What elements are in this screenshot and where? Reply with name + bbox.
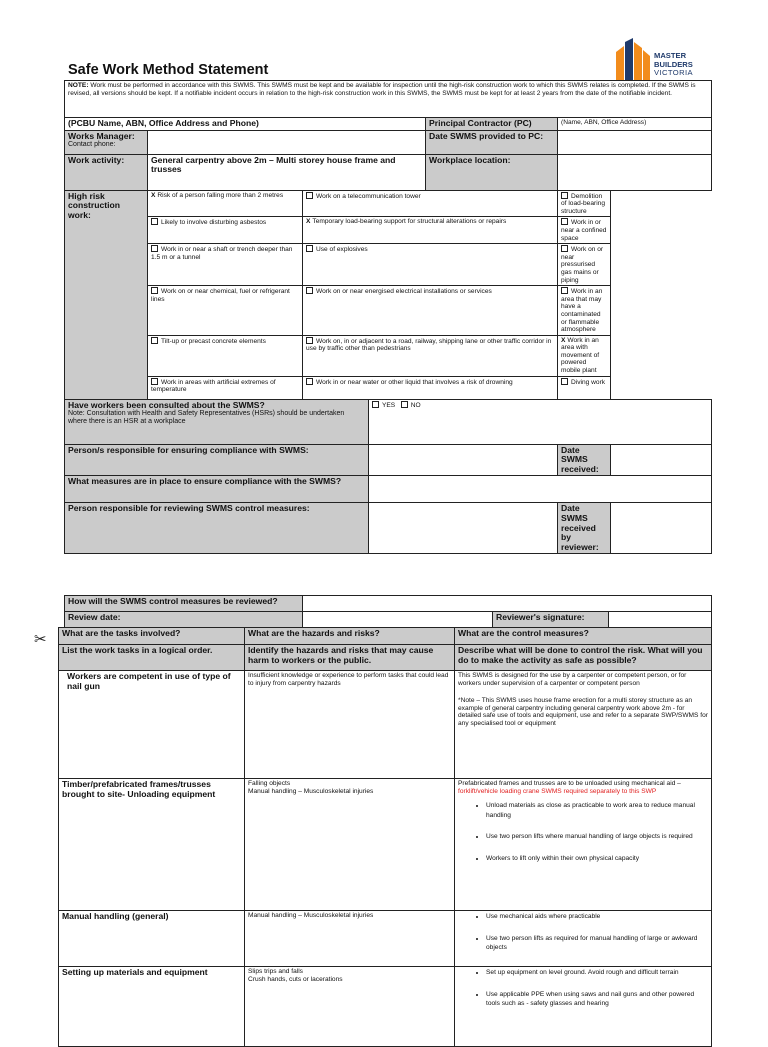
- task-cell: Workers are competent in use of type of nail gun: [59, 671, 245, 779]
- checked-mark: X: [561, 336, 566, 344]
- date-received-reviewer-label: Date SWMS received by reviewer:: [558, 503, 611, 554]
- workplace-location-field[interactable]: [558, 154, 712, 190]
- how-reviewed-field[interactable]: [303, 596, 712, 612]
- control-cell: [455, 911, 712, 967]
- high-risk-option[interactable]: [148, 286, 303, 336]
- checkbox[interactable]: [151, 218, 158, 225]
- swms-header-form: [64, 80, 712, 554]
- review-date-field[interactable]: [303, 612, 493, 628]
- high-risk-option-label: Work on, in or adjacent to a road, railway, shipping lane or other traffic corridor in use by traffic other than pedestrians: [306, 337, 552, 353]
- no-checkbox[interactable]: [401, 401, 408, 408]
- hazard-cell: Insufficient knowledge or experience to perform tasks that could lead to injury from carpentry hazards: [245, 671, 455, 779]
- date-swms-pc-label: Date SWMS provided to PC:: [426, 130, 558, 154]
- high-risk-option[interactable]: [303, 335, 558, 376]
- col-controls-header: What are the control measures?: [455, 628, 712, 645]
- note-cell: NOTE: Work must be performed in accordance with this SWMS. This SWMS must be kept and be available for inspection until the high-risk construction work to which this SWMS relates is completed. If the SWMS is revised, all versions should be kept. If a notifiable incident occurs in relation to the high-risk construction work in this SWMS, the SWMS must be kept for at least 2 years from the date of the notifiable incident.: [65, 81, 712, 118]
- sub-controls-header: Describe what will be done to control the risk. What will you do to make the activity as safe as possible?: [455, 645, 712, 671]
- high-risk-option-label: Likely to involve disturbing asbestos: [161, 219, 267, 227]
- list-item: • Use mechanical aids where practicable: [486, 912, 708, 922]
- checkbox[interactable]: [151, 337, 158, 344]
- high-risk-option-label: Temporary load-bearing support for structural alterations or repairs: [312, 218, 507, 226]
- high-risk-row: [65, 217, 712, 244]
- high-risk-option[interactable]: [558, 190, 611, 217]
- reviewer-field[interactable]: [369, 503, 558, 554]
- review-date-label: Review date:: [65, 612, 303, 628]
- high-risk-option-label: Work on or near pressurised gas mains or piping: [561, 246, 604, 284]
- measures-label: What measures are in place to ensure compliance with the SWMS?: [65, 476, 369, 503]
- works-manager-label-cell: Works Manager: Contact phone:: [65, 130, 148, 154]
- hazard-cell: Manual handling – Musculoskeletal injuries: [245, 911, 455, 967]
- date-received-label: Date SWMS received:: [558, 444, 611, 476]
- logo-wordmark: MASTER BUILDERS VICTORIA: [654, 51, 693, 78]
- reviewer-signature-field[interactable]: [609, 612, 712, 628]
- persons-responsible-label: Person/s responsible for ensuring compliance with SWMS:: [65, 444, 369, 476]
- sub-tasks-header: List the work tasks in a logical order.: [59, 645, 245, 671]
- table-row: [59, 779, 712, 911]
- works-manager-field[interactable]: [148, 130, 426, 154]
- high-risk-option[interactable]: [148, 244, 303, 286]
- high-risk-option-label: Work on or near chemical, fuel or refrigerant lines: [151, 288, 290, 303]
- high-risk-option-label: Work in an area that may have a contaminated or flammable atmosphere: [561, 288, 603, 334]
- checkbox[interactable]: [561, 287, 568, 294]
- high-risk-option[interactable]: [558, 217, 611, 244]
- checkbox[interactable]: [306, 245, 313, 252]
- checkbox[interactable]: [561, 218, 568, 225]
- high-risk-option-label: Use of explosives: [316, 246, 368, 254]
- work-activity-label: Work activity:: [65, 154, 148, 190]
- high-risk-option[interactable]: [303, 190, 558, 217]
- high-risk-option-label: Tilt-up or precast concrete elements: [161, 337, 266, 345]
- workplace-location-label: Workplace location:: [426, 154, 558, 190]
- high-risk-option[interactable]: [148, 217, 303, 244]
- high-risk-row: [65, 335, 712, 376]
- high-risk-option[interactable]: [558, 335, 611, 376]
- checkbox[interactable]: [306, 287, 313, 294]
- checkbox[interactable]: [151, 378, 158, 385]
- consulted-options: YES NO: [369, 399, 712, 444]
- swms-review-table: [64, 595, 712, 628]
- reviewer-signature-label: Reviewer's signature:: [493, 612, 609, 628]
- pc-label: Principal Contractor (PC): [426, 118, 558, 131]
- high-risk-option[interactable]: [303, 286, 558, 336]
- list-item: • Use two person lifts as required for manual handling of large or awkward objects: [486, 934, 708, 953]
- high-risk-option[interactable]: [558, 244, 611, 286]
- high-risk-option-label: Work in or near a shaft or trench deeper than 1.5 m or a tunnel: [151, 246, 293, 261]
- sub-hazards-header: Identify the hazards and risks that may cause harm to workers or the public.: [245, 645, 455, 671]
- col-hazards-header: What are the hazards and risks?: [245, 628, 455, 645]
- checkbox[interactable]: [561, 245, 568, 252]
- list-item: • Use two person lifts where manual handling of large objects is required: [486, 832, 708, 842]
- table-row: [59, 671, 712, 779]
- high-risk-option-label: Work in or near a confined space: [561, 219, 607, 242]
- high-risk-work-rows: [65, 190, 712, 399]
- checkbox[interactable]: [151, 245, 158, 252]
- yes-checkbox[interactable]: [372, 401, 379, 408]
- high-risk-option-label: Work on or near energised electrical installations or services: [316, 288, 492, 296]
- high-risk-row: [65, 190, 712, 217]
- checked-mark: X: [306, 218, 311, 226]
- measures-field[interactable]: [369, 476, 712, 503]
- high-risk-option-label: Work in or near water or other liquid that involves a risk of drowning: [316, 378, 513, 386]
- checkbox[interactable]: [306, 192, 313, 199]
- high-risk-option[interactable]: [148, 376, 303, 399]
- checkbox[interactable]: [561, 378, 568, 385]
- high-risk-option-label: Work in an area with movement of powered mobile plant: [561, 336, 600, 375]
- control-cell: Prefabricated frames and trusses are to be unloaded using mechanical aid – forklift/vehicle loading crane SWMS required separately to this SWP • Unload materials as close as practicable to work area to reduce manual handling • Use two person lifts where manual handling of large objects is required • Workers to lift only within their own physical capacity: [455, 779, 712, 911]
- how-reviewed-label: How will the SWMS control measures be reviewed?: [65, 596, 303, 612]
- high-risk-option-label: Risk of a person falling more than 2 metres: [157, 191, 284, 199]
- high-risk-option[interactable]: [558, 376, 611, 399]
- task-cell: Setting up materials and equipment: [59, 967, 245, 1047]
- high-risk-option[interactable]: [303, 244, 558, 286]
- list-item: • Set up equipment on level ground. Avoid rough and difficult terrain: [486, 968, 708, 978]
- scissors-icon: ✂: [34, 631, 47, 648]
- high-risk-option[interactable]: [558, 286, 611, 336]
- task-cell: Timber/prefabricated frames/trusses brought to site- Unloading equipment: [59, 779, 245, 911]
- table-row: [59, 911, 712, 967]
- high-risk-option[interactable]: [148, 335, 303, 376]
- pc-hint: (Name, ABN, Office Address): [558, 118, 712, 131]
- control-cell: This SWMS is designed for the use by a carpenter or competent person, or for workers under supervision of a carpenter or competent person *Note – This SWMS uses house frame erection for a multi storey structure as an example of general carpentry including general carpentry work above 2m - for detailed safe use of tools and equipment, use and refer to a separate SWP/SWMS for any specialised tool or equipment: [455, 671, 712, 779]
- reviewer-label: Person responsible for reviewing SWMS control measures:: [65, 503, 369, 554]
- high-risk-option[interactable]: [303, 376, 558, 399]
- control-cell: [455, 967, 712, 1047]
- task-cell: Manual handling (general): [59, 911, 245, 967]
- checkbox[interactable]: [306, 378, 313, 385]
- date-swms-pc-field[interactable]: [558, 130, 712, 154]
- checkbox[interactable]: [151, 287, 158, 294]
- high-risk-row: [65, 376, 712, 399]
- document-title: Safe Work Method Statement: [68, 62, 269, 78]
- high-risk-label: High risk construction work:: [65, 190, 148, 399]
- list-item: • Workers to lift only within their own physical capacity: [486, 854, 708, 864]
- checked-mark: X: [151, 191, 156, 199]
- hazard-cell: Slips trips and falls Crush hands, cuts or lacerations: [245, 967, 455, 1047]
- high-risk-option[interactable]: [303, 217, 558, 244]
- list-item: • Use applicable PPE when using saws and nail guns and other powered tools such as - safety glasses and hearing: [486, 990, 708, 1009]
- master-builders-logo: [616, 38, 706, 80]
- high-risk-option-label: Work on a telecommunication tower: [316, 192, 421, 200]
- high-risk-option-label: Demolition of load-bearing structure: [561, 192, 605, 215]
- persons-responsible-field[interactable]: [369, 444, 558, 476]
- checkbox[interactable]: [306, 337, 313, 344]
- checkbox[interactable]: [561, 192, 568, 199]
- logo-mark-icon: [616, 38, 652, 80]
- hazard-cell: Falling objects Manual handling – Musculoskeletal injuries: [245, 779, 455, 911]
- task-hazard-control-table: [58, 627, 712, 1047]
- high-risk-option-label: Work in areas with artificial extremes of temperature: [151, 378, 276, 394]
- high-risk-row: [65, 244, 712, 286]
- table-row: [59, 967, 712, 1047]
- consulted-label-cell: Have workers been consulted about the SWMS? Note: Consultation with Health and Safety Representatives (HSRs) should be undertaken where there is an HSR at a workplace: [65, 399, 369, 444]
- high-risk-row: [65, 286, 712, 336]
- high-risk-option[interactable]: [148, 190, 303, 217]
- date-received-reviewer-field[interactable]: [611, 503, 712, 554]
- col-tasks-header: What are the tasks involved?: [59, 628, 245, 645]
- pcbu-label: (PCBU Name, ABN, Office Address and Phone): [65, 118, 426, 131]
- high-risk-option-label: Diving work: [571, 378, 606, 386]
- list-item: • Unload materials as close as practicable to work area to reduce manual handling: [486, 801, 708, 820]
- date-received-field[interactable]: [611, 444, 712, 476]
- work-activity-value: General carpentry above 2m – Multi storey house frame and trusses: [148, 154, 426, 190]
